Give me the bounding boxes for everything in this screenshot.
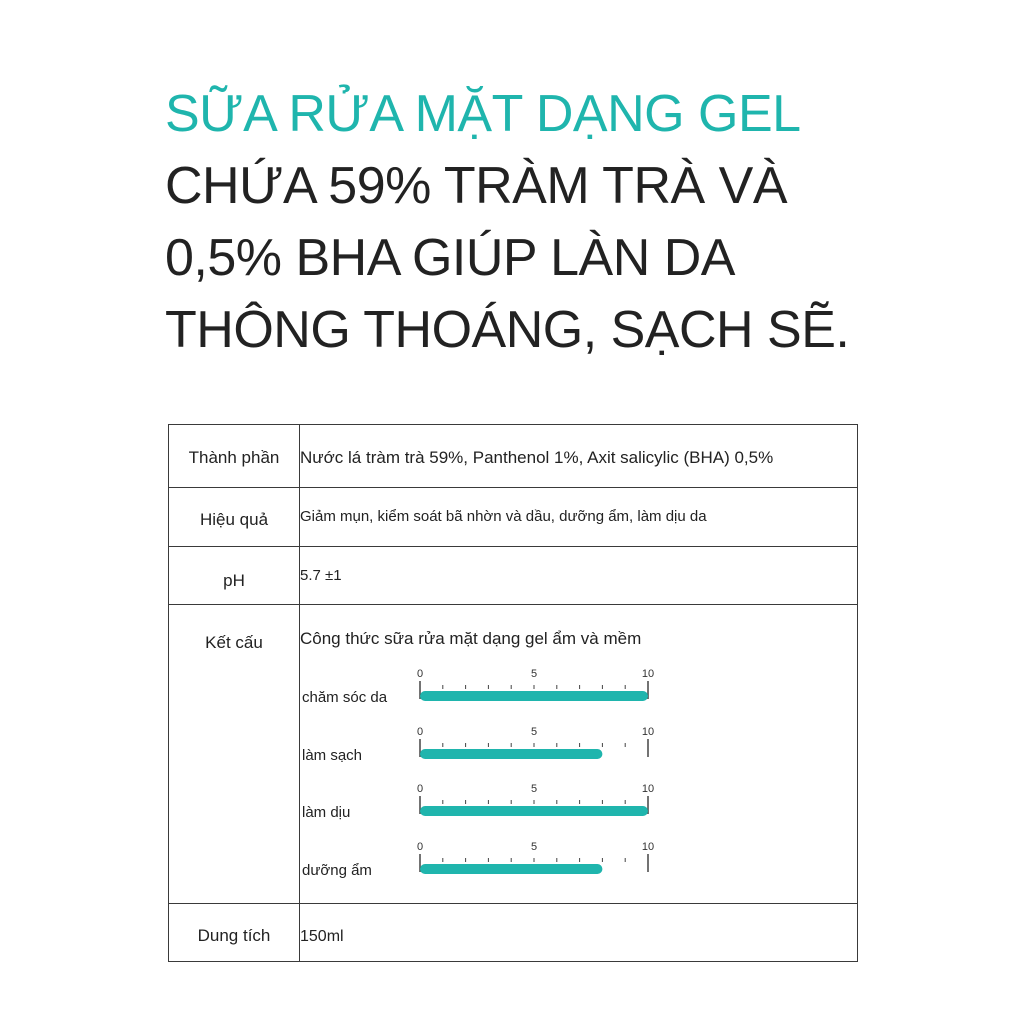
rating-scale [418,840,658,890]
rating-4 [300,840,680,890]
scale-label-5: 5 [530,668,538,680]
rating-bar [420,691,648,701]
scale-label-10: 10 [641,840,655,853]
rating-label: làm sạch [302,746,363,764]
spec-row-effects [169,488,858,547]
scale-label-5: 5 [530,725,538,738]
rating-2 [300,725,680,775]
spec-value-ingredients: Nước lá tràm trà 59%, Panthenol 1%, Axit salicylic (BHA) 0,5% [300,448,774,467]
rating-3 [300,782,680,832]
rating-scale [418,782,658,832]
spec-table [168,424,858,962]
spec-value-texture: Công thức sữa rửa mặt dạng gel ẩm và mềm [300,629,642,648]
rating-bar [420,749,602,759]
headline [165,78,849,366]
spec-label-texture: Kết cấu [205,633,263,652]
spec-value-ph: 5.7 ±1 [300,567,342,584]
rating-scale [418,725,658,775]
spec-row-ingredients [169,425,858,488]
spec-label-ph: pH [223,571,245,590]
spec-row-ph [169,547,858,605]
scale-label-5: 5 [530,840,538,853]
texture-ratings [300,649,857,889]
headline-accent: SỮA RỬA MẶT DẠNG GEL [165,85,801,143]
rating-bar [420,864,602,874]
scale-label-10: 10 [641,783,655,795]
spec-label-effects: Hiệu quả [199,510,269,529]
rating-scale [418,667,658,717]
rating-bar [420,806,648,816]
rating-1 [300,667,680,717]
spec-label-volume: Dung tích [197,926,271,945]
scale-label-10: 10 [641,725,655,738]
headline-line-2: 0,5% BHA GIÚP LÀN DA [165,229,735,287]
spec-row-texture [169,605,858,904]
rating-label: chăm sóc da [302,689,388,706]
spec-label-ingredients: Thành phần [188,448,280,467]
spec-value-volume: 150ml [300,928,344,945]
scale-label-5: 5 [530,783,538,795]
scale-label-0: 0 [416,840,424,853]
scale-label-10: 10 [641,668,655,680]
scale-label-0: 0 [416,668,424,680]
rating-label: dưỡng ẩm [302,861,372,879]
scale-label-0: 0 [416,725,424,738]
rating-label: làm dịu [302,804,351,821]
spec-row-volume [169,904,858,962]
headline-line-1: CHỨA 59% TRÀM TRÀ VÀ [165,157,787,215]
scale-label-0: 0 [416,783,424,795]
spec-value-effects: Giảm mụn, kiểm soát bã nhờn và dầu, dưỡng ẩm, làm dịu da [300,508,707,525]
headline-line-3: THÔNG THOÁNG, SẠCH SẼ. [165,301,850,359]
